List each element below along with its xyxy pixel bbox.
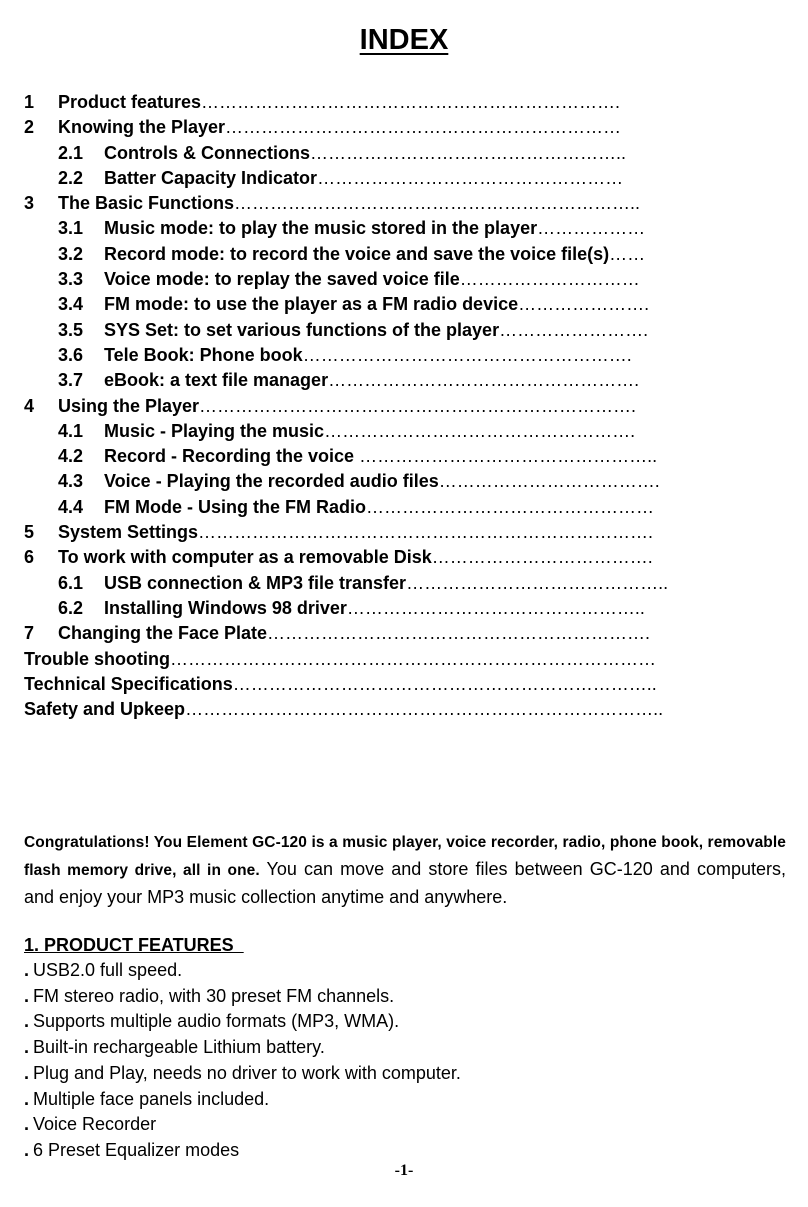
toc-entry-number: 4.3 xyxy=(58,471,84,492)
toc-entry-leader: ………………………………………….. xyxy=(359,446,658,467)
feature-item xyxy=(24,984,724,1010)
toc-entry xyxy=(24,421,724,446)
toc-entry-title: Installing Windows 98 driver xyxy=(104,597,347,618)
toc-entry-title: eBook: a text file manager xyxy=(104,370,329,391)
bullet-dot: . xyxy=(24,1139,30,1160)
toc-entry-number: 6.1 xyxy=(58,572,84,593)
toc-entry xyxy=(24,294,724,319)
toc-entry-leader: …………………………………………… xyxy=(317,167,624,188)
toc-entry-title: Voice - Playing the recorded audio files xyxy=(104,471,439,492)
toc-entry xyxy=(24,674,724,699)
toc-entry-number: 3.4 xyxy=(58,294,84,315)
toc-entry-title: Knowing the Player xyxy=(58,117,226,138)
intro-paragraph xyxy=(24,828,786,910)
toc-entry-title: The Basic Functions xyxy=(58,193,235,214)
toc-entry-title: To work with computer as a removable Disk xyxy=(58,547,432,568)
toc-entry-leader: ……………………………………………………………. xyxy=(201,92,621,112)
toc-entry-number: 2.2 xyxy=(58,167,84,188)
toc-entry-leader: …………………………………………….. xyxy=(310,142,627,163)
toc-entry-leader: …………………………………….. xyxy=(406,572,669,593)
toc-entry-title: Product features xyxy=(58,92,202,112)
bullet-dot: . xyxy=(24,1011,30,1032)
toc-entry xyxy=(24,446,724,471)
toc-entry-title: FM mode: to use the player as a FM radio device xyxy=(104,294,519,315)
toc-entry xyxy=(24,522,724,547)
feature-text: Built-in rechargeable Lithium battery. xyxy=(33,1037,325,1058)
toc-entry-leader: ……………………………………………. xyxy=(324,420,636,441)
toc-entry xyxy=(24,396,724,421)
toc-entry xyxy=(24,573,724,598)
product-features-section xyxy=(24,932,724,1164)
toc-entry-leader: …………………………………………………………………. xyxy=(198,522,654,543)
toc-entry-title: Using the Player xyxy=(58,395,200,416)
toc-entry-title: Tele Book: Phone book xyxy=(104,344,303,365)
toc-entry-leader: …………………. xyxy=(518,294,650,315)
toc-entry-leader: ………………………………………………………………. xyxy=(199,395,637,416)
toc-entry xyxy=(24,497,724,522)
toc-entry xyxy=(24,168,724,193)
toc-entry-number: 2 xyxy=(24,117,35,138)
toc-entry-title: FM Mode - Using the FM Radio xyxy=(104,496,366,517)
toc-entry xyxy=(24,92,724,117)
toc-entry-title: Music mode: to play the music stored in the player xyxy=(104,218,538,239)
feature-text: FM stereo radio, with 30 preset FM channels. xyxy=(33,985,395,1006)
toc-entry-number: 4.1 xyxy=(58,420,84,441)
feature-text: USB2.0 full speed. xyxy=(33,960,183,980)
toc-entry xyxy=(24,598,724,623)
toc-entry-leader: ……………… xyxy=(537,218,646,239)
toc-entry-number: 6.2 xyxy=(58,597,84,618)
toc-entry xyxy=(24,471,724,496)
toc-entry xyxy=(24,547,724,572)
toc-entry-title: Record - Recording the voice xyxy=(104,446,360,467)
feature-item xyxy=(24,958,724,984)
toc-entry-number: 4 xyxy=(24,395,35,416)
toc-entry-leader: ………………………………………………………….. xyxy=(234,193,641,214)
feature-text: Voice Recorder xyxy=(33,1114,157,1135)
toc-entry-number: 3.3 xyxy=(58,269,84,290)
toc-entry-number: 6 xyxy=(24,547,35,568)
toc-entry-title: Record mode: to record the voice and save the voice file(s) xyxy=(104,243,610,264)
toc-entry xyxy=(24,649,724,674)
toc-entry-title: Changing the Face Plate xyxy=(58,623,268,644)
toc-entry xyxy=(24,370,724,395)
intro-bold-text: Congratulations! You Element GC-120 is a music player, voice recorder, radio, phone book, removable flash memory drive, all in one. xyxy=(24,834,786,879)
toc-entry-title: Safety and Upkeep xyxy=(24,699,186,720)
toc-entry-number: 4.4 xyxy=(58,496,84,517)
toc-entry-leader: …………………………………………………………………….. xyxy=(185,699,664,720)
product-features-heading: 1. PRODUCT FEATURES xyxy=(24,935,244,955)
feature-text: Plug and Play, needs no driver to work with computer. xyxy=(33,1062,461,1083)
feature-text: 6 Preset Equalizer modes xyxy=(33,1139,240,1160)
toc-entry-number: 3 xyxy=(24,193,35,214)
intro-normal-text: You can move and store files between GC-120 and computers, and enjoy your MP3 music collection anytime and anywhere. xyxy=(24,859,786,907)
page-number: -1- xyxy=(394,1162,414,1179)
toc-entry-title: Music - Playing the music xyxy=(104,420,325,441)
toc-entry-leader: ……………………. xyxy=(499,319,649,340)
toc-entry-title: Technical Specifications xyxy=(24,673,233,694)
toc-entry xyxy=(24,218,724,243)
toc-entry-title: Controls & Connections xyxy=(104,142,310,163)
toc-entry xyxy=(24,269,724,294)
page-title: INDEX xyxy=(359,24,449,56)
feature-text: Supports multiple audio formats (MP3, WMA). xyxy=(33,1011,400,1032)
toc-entry-title: SYS Set: to set various functions of the player xyxy=(104,319,500,340)
bullet-dot: . xyxy=(24,1062,30,1083)
toc-entry-number: 3.2 xyxy=(58,243,84,264)
toc-entry xyxy=(24,244,724,269)
toc-entry xyxy=(24,117,724,142)
toc-entry-title: USB connection & MP3 file transfer xyxy=(104,572,407,593)
toc-entry-leader: ……………………………………………………………………… xyxy=(170,648,656,669)
toc-entry-leader: …………………………………………………………….. xyxy=(232,673,657,694)
toc-entry xyxy=(24,193,724,218)
toc-entry-number: 3.7 xyxy=(58,370,84,391)
toc-entry-title: System Settings xyxy=(58,522,199,543)
toc-entry-title: Batter Capacity Indicator xyxy=(104,167,318,188)
toc-entry-leader: …… xyxy=(609,243,646,264)
feature-item xyxy=(24,1009,724,1035)
bullet-dot: . xyxy=(24,960,30,980)
feature-item xyxy=(24,1087,724,1113)
bullet-dot: . xyxy=(24,985,30,1006)
feature-item xyxy=(24,1112,724,1138)
toc-entry-number: 4.2 xyxy=(58,446,84,467)
toc-entry-number: 3.5 xyxy=(58,319,84,340)
toc-entry-number: 3.1 xyxy=(58,218,84,239)
toc-entry-leader: ………………………… xyxy=(459,269,640,290)
toc-entry-number: 3.6 xyxy=(58,344,84,365)
toc-entry-title: Voice mode: to replay the saved voice file xyxy=(104,269,460,290)
toc-entry xyxy=(24,320,724,345)
toc-entry xyxy=(24,143,724,168)
toc-entry-leader: ………………………………………………………. xyxy=(267,623,651,644)
bullet-dot: . xyxy=(24,1088,30,1109)
toc-entry-leader: ………………………………. xyxy=(438,471,660,492)
toc-entry-leader: ………………………………………………………… xyxy=(225,117,622,138)
toc-entry-leader: ………………………………………….. xyxy=(346,597,645,618)
feature-list xyxy=(24,958,724,1164)
toc-entry-number: 2.1 xyxy=(58,142,84,163)
bullet-dot: . xyxy=(24,1037,30,1058)
toc-entry-leader: ………………………………………………. xyxy=(302,344,632,365)
feature-text: Multiple face panels included. xyxy=(33,1088,270,1109)
feature-item xyxy=(24,1138,724,1164)
toc-entry-number: 1 xyxy=(24,92,35,112)
toc-entry-leader: ………………………………………… xyxy=(365,496,654,517)
toc-entry xyxy=(24,345,724,370)
feature-item xyxy=(24,1061,724,1087)
toc-entry-leader: ………………………………. xyxy=(431,547,653,568)
toc-entry-title: Trouble shooting xyxy=(24,648,170,669)
toc-entry xyxy=(24,623,724,648)
bullet-dot: . xyxy=(24,1114,30,1135)
toc-entry-leader: ……………………………………………. xyxy=(328,370,640,391)
toc-entry-number: 5 xyxy=(24,522,35,543)
toc-entry-number: 7 xyxy=(24,623,35,644)
table-of-contents xyxy=(24,92,724,724)
feature-item xyxy=(24,1035,724,1061)
toc-entry xyxy=(24,699,724,724)
